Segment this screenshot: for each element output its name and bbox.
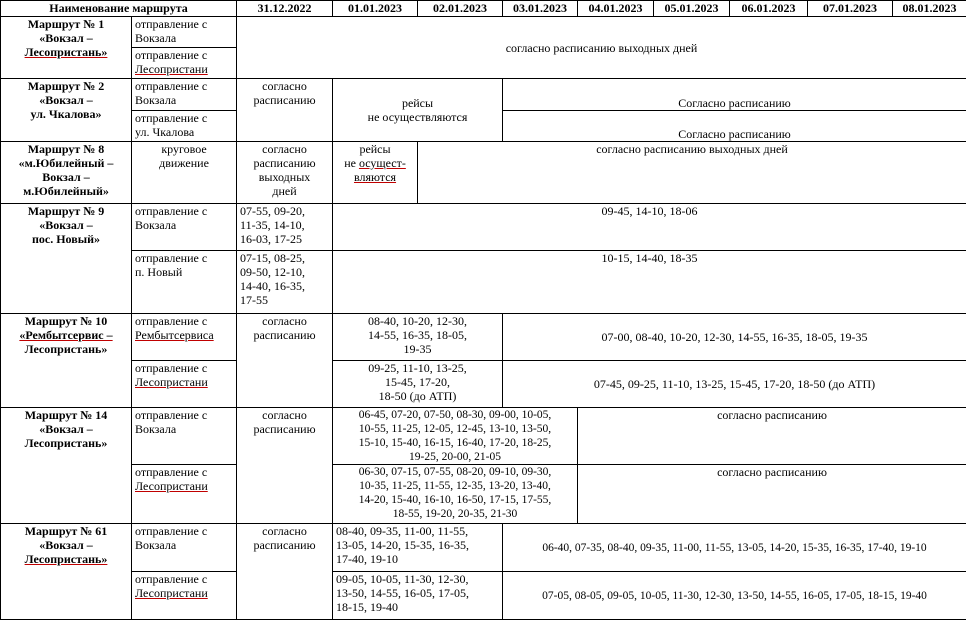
direction-stop: п. Новый <box>135 265 183 279</box>
route-9-name <box>1 204 132 314</box>
route-label: Маршрут № 10 <box>24 314 108 328</box>
route-10-row-a <box>1 314 966 361</box>
direction-stop: Вокзала <box>135 93 177 107</box>
route-label: ул. Чкалова» <box>30 107 102 121</box>
direction-stop: Вокзала <box>135 218 177 232</box>
cell-text: дней <box>272 184 297 198</box>
time-list: 17-40, 19-10 <box>336 552 399 566</box>
direction-stop: Лесопристани <box>135 479 208 493</box>
cell-text: согласно <box>262 524 307 538</box>
schedule-cell <box>237 524 333 620</box>
route-label: «Вокзал – <box>39 31 93 45</box>
direction-text: отправление с <box>135 111 208 125</box>
route-label: «Вокзал – <box>39 218 93 232</box>
direction-cell <box>132 111 237 142</box>
route-2-row-a <box>1 79 966 111</box>
route-label: «Вокзал – <box>39 422 93 436</box>
time-list: 08-40, 10-20, 12-30, <box>368 314 468 328</box>
cell-text: согласно <box>262 408 307 422</box>
time-list: 06-45, 07-20, 07-50, 08-30, 09-00, 10-05, <box>358 409 552 421</box>
route-label: Маршрут № 1 <box>27 17 105 31</box>
cell-text: не <box>344 156 359 170</box>
direction-text: отправление с <box>135 17 208 31</box>
direction-stop: Вокзала <box>135 422 177 436</box>
route-9-row-a <box>1 204 966 251</box>
time-list: 07-55, 09-20, <box>240 204 306 218</box>
route-label: «м.Юбилейный – <box>18 156 114 170</box>
schedule-cell <box>333 524 503 572</box>
schedule-cell <box>237 79 333 142</box>
cell-text: не осуществляются <box>367 110 468 124</box>
time-list: 09-25, 11-10, 13-25, <box>368 361 467 375</box>
route-label: м.Юбилейный» <box>23 184 109 198</box>
cell-text: согласно <box>262 142 307 156</box>
header-date: 03.01.2023 <box>503 1 578 17</box>
route-label: пос. Новый» <box>31 232 101 246</box>
direction-stop: Лесопристани <box>135 586 208 600</box>
schedule-cell <box>237 314 333 408</box>
direction-cell <box>132 408 237 465</box>
schedule-cell <box>333 572 503 620</box>
route-label: Лесопристань» <box>24 552 108 566</box>
cell-text: рейсы <box>359 142 391 156</box>
direction-text: отправление с <box>135 79 208 93</box>
header-date: 02.01.2023 <box>418 1 503 17</box>
schedule-cell <box>237 251 333 314</box>
direction-stop: Лесопристани <box>135 62 208 76</box>
time-list: 18-15, 19-40 <box>336 600 399 614</box>
time-list: 18-55, 19-20, 20-35, 21-30 <box>392 508 518 520</box>
direction-text: движение <box>159 156 209 170</box>
time-list: 19-25, 20-00, 21-05 <box>409 451 502 463</box>
direction-cell <box>132 314 237 361</box>
direction-cell <box>132 524 237 572</box>
route-9-row-b <box>1 251 966 314</box>
cell-text: расписанию <box>253 538 316 552</box>
schedule-cell: Согласно расписанию <box>503 111 966 142</box>
route-label: Маршрут № 9 <box>27 204 105 218</box>
schedule-cell <box>333 408 578 465</box>
route-61-row-a <box>1 524 966 572</box>
schedule-cell: согласно расписанию выходных дней <box>237 17 966 79</box>
time-list: 17-55 <box>240 293 269 307</box>
direction-text: отправление с <box>135 204 208 218</box>
cell-text: расписанию <box>253 156 316 170</box>
time-list: 19-35 <box>403 342 432 356</box>
direction-text: отправление с <box>135 524 208 538</box>
direction-cell <box>132 572 237 620</box>
direction-text: отправление с <box>135 408 208 422</box>
time-list: 15-10, 15-40, 16-15, 16-40, 17-20, 18-25, <box>358 437 552 449</box>
cell-text: выходных <box>258 170 311 184</box>
time-list: 07-15, 08-25, <box>240 251 306 265</box>
direction-cell <box>132 361 237 408</box>
direction-cell <box>132 79 237 111</box>
schedule-cell: согласно расписанию <box>578 465 966 524</box>
cell-text: расписанию <box>253 328 316 342</box>
direction-cell <box>132 204 237 251</box>
route-label: Лесопристань» <box>24 436 108 450</box>
direction-cell <box>132 142 237 204</box>
route-label: Лесопристань» <box>24 342 108 356</box>
direction-cell <box>132 48 237 79</box>
route-label: «Рембытсервис – <box>19 328 113 342</box>
direction-cell <box>132 465 237 524</box>
time-list: 11-35, 14-10, <box>240 218 305 232</box>
schedule-cell: 07-00, 08-40, 10-20, 12-30, 14-55, 16-35, 18-05, 19-35 <box>503 314 966 361</box>
route-61-name <box>1 524 132 620</box>
schedule-cell <box>333 314 503 361</box>
direction-text: отправление с <box>135 251 208 265</box>
cell-text: расписанию <box>253 422 316 436</box>
schedule-cell <box>237 204 333 251</box>
schedule-cell: 07-05, 08-05, 09-05, 10-05, 11-30, 12-30, 13-50, 14-55, 16-05, 17-05, 18-15, 19-40 <box>503 572 966 620</box>
cell-text: расписанию <box>253 93 316 107</box>
route-8-row <box>1 142 966 204</box>
route-14-name <box>1 408 132 524</box>
header-date: 05.01.2023 <box>654 1 730 17</box>
route-label: «Вокзал – <box>39 538 93 552</box>
schedule-cell: 07-45, 09-25, 11-10, 13-25, 15-45, 17-20, 18-50 (до АТП) <box>503 361 966 408</box>
header-date: 01.01.2023 <box>333 1 418 17</box>
header-date: 04.01.2023 <box>578 1 654 17</box>
direction-text: отправление с <box>135 314 208 328</box>
route-10-name <box>1 314 132 408</box>
schedule-cell: 09-45, 14-10, 18-06 <box>333 204 966 251</box>
direction-text: отправление с <box>135 465 208 479</box>
route-label: Маршрут № 14 <box>24 408 108 422</box>
direction-stop: Лесопристани <box>135 375 208 389</box>
schedule-cell <box>333 361 503 408</box>
schedule-cell: согласно расписанию <box>578 408 966 465</box>
schedule-cell: 06-40, 07-35, 08-40, 09-35, 11-00, 11-55, 13-05, 14-20, 15-35, 16-35, 17-40, 19-10 <box>503 524 966 572</box>
schedule-cell <box>237 142 333 204</box>
time-list: 08-40, 09-35, 11-00, 11-55, <box>336 524 469 538</box>
route-10-row-b <box>1 361 966 408</box>
time-list: 15-45, 17-20, <box>385 375 451 389</box>
schedule-cell: Согласно расписанию <box>503 79 966 111</box>
schedule-cell: 10-15, 14-40, 18-35 <box>333 251 966 314</box>
schedule-cell <box>333 79 503 142</box>
route-label: Маршрут № 8 <box>27 142 105 156</box>
time-list: 14-55, 16-35, 18-05, <box>368 328 468 342</box>
direction-text: отправление с <box>135 572 208 586</box>
route-14-row-a <box>1 408 966 465</box>
route-label: «Вокзал – <box>39 93 93 107</box>
time-list: 13-50, 14-55, 16-05, 17-05, <box>336 586 469 600</box>
header-date: 31.12.2022 <box>237 1 333 17</box>
cell-text: рейсы <box>401 96 434 110</box>
cell-text: вляются <box>353 170 397 184</box>
time-list: 14-20, 15-40, 16-10, 16-50, 17-15, 17-55, <box>358 494 552 506</box>
direction-text: круговое <box>161 142 207 156</box>
schedule-cell <box>333 142 418 204</box>
route-2-name <box>1 79 132 142</box>
cell-text: осущест- <box>358 156 406 170</box>
time-list: 13-05, 14-20, 15-35, 16-35, <box>336 538 469 552</box>
time-list: 18-50 (до АТП) <box>378 389 457 403</box>
direction-stop: Рембытсервиса <box>135 328 214 342</box>
direction-cell <box>132 17 237 48</box>
header-date: 06.01.2023 <box>730 1 808 17</box>
cell-text: согласно <box>262 314 307 328</box>
direction-text: отправление с <box>135 48 208 62</box>
route-1-row-a <box>1 17 966 48</box>
direction-stop: ул. Чкалова <box>135 125 195 139</box>
direction-text: отправление с <box>135 361 208 375</box>
route-1-name <box>1 17 132 79</box>
header-date: 08.01.2023 <box>893 1 966 17</box>
direction-cell <box>132 251 237 314</box>
time-list: 16-03, 17-25 <box>240 232 303 246</box>
route-8-name <box>1 142 132 204</box>
header-route-name: Наименование маршрута <box>1 1 237 17</box>
schedule-cell <box>333 465 578 524</box>
schedule-cell <box>237 408 333 524</box>
schedule-cell: согласно расписанию выходных дней <box>418 142 966 204</box>
direction-stop: Вокзала <box>135 31 177 45</box>
route-label: Маршрут № 2 <box>27 79 105 93</box>
header-row <box>1 1 966 17</box>
header-date: 07.01.2023 <box>808 1 893 17</box>
time-list: 10-55, 11-25, 12-05, 12-45, 13-10, 13-50, <box>358 423 552 435</box>
route-61-row-b <box>1 572 966 620</box>
cell-text: согласно <box>262 79 307 93</box>
route-14-row-b <box>1 465 966 524</box>
time-list: 09-05, 10-05, 11-30, 12-30, <box>336 572 469 586</box>
route-label: Маршрут № 61 <box>24 524 108 538</box>
time-list: 14-40, 16-35, <box>240 279 306 293</box>
route-label: Вокзал – <box>42 170 90 184</box>
route-label: Лесопристань» <box>24 45 108 59</box>
time-list: 10-35, 11-25, 11-55, 12-35, 13-20, 13-40, <box>359 480 551 492</box>
time-list: 09-50, 12-10, <box>240 265 306 279</box>
time-list: 06-30, 07-15, 07-55, 08-20, 09-10, 09-30, <box>358 466 552 478</box>
direction-stop: Вокзала <box>135 538 177 552</box>
